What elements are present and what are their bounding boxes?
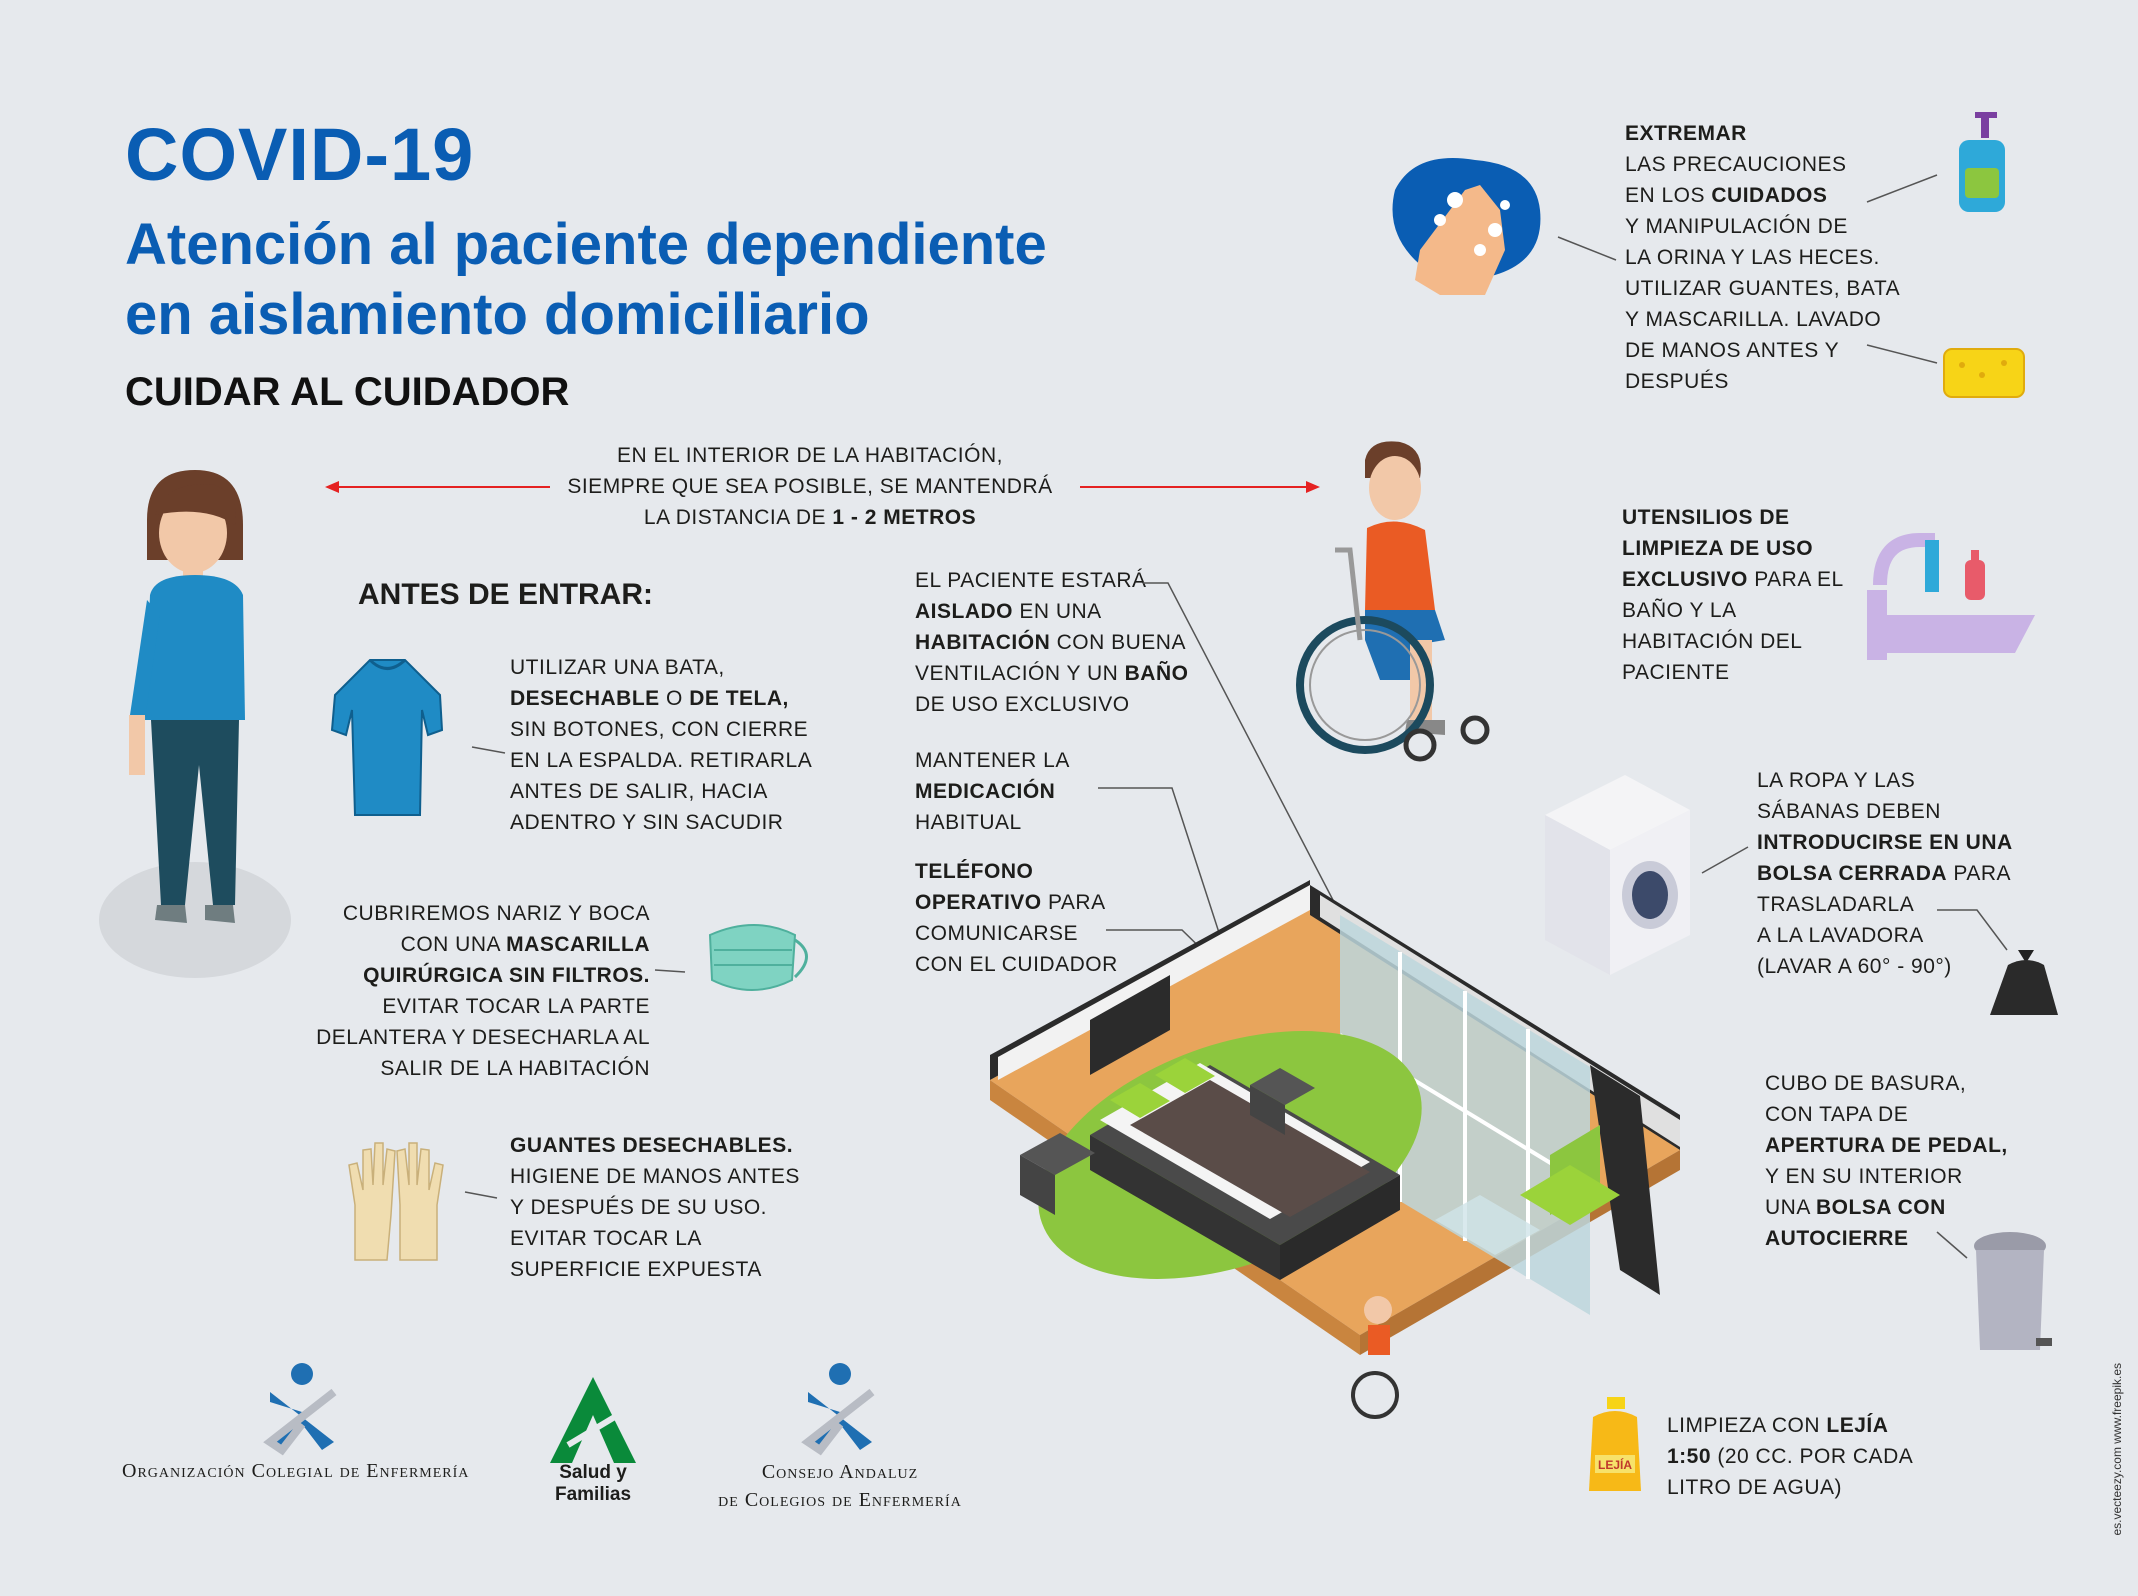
nursing-org-logo-icon — [262, 1362, 342, 1452]
section-title: CUIDAR AL CUIDADOR — [125, 370, 570, 414]
laundry-text: LA ROPA Y LAS SÁBANAS DEBEN INTRODUCIRSE EN UNA BOLSA CERRADA PARA TRASLADARLA A LA LAVADORA (LAVAR A 60° - 90°) — [1757, 769, 2013, 978]
trash-bin-text: CUBO DE BASURA, CON TAPA DE APERTURA DE PEDAL, Y EN SU INTERIOR UNA BOLSA CON AUTOCIERRE — [1765, 1072, 2008, 1250]
page-title: COVID-19 — [125, 113, 475, 196]
andalusian-council-logo-icon — [800, 1362, 880, 1452]
medication-text: MANTENER LA MEDICACIÓN HABITUAL — [915, 749, 1070, 834]
washing-machine-icon — [1540, 770, 1695, 980]
handwash-icon — [1385, 150, 1545, 305]
distance-note: EN EL INTERIOR DE LA HABITACIÓN, SIEMPRE QUE SEA POSIBLE, SE MANTENDRÁ LA DISTANCIA DE 1 - 2 METROS — [567, 444, 1053, 529]
gown-text: UTILIZAR UNA BATA, DESECHABLE O DE TELA, SIN BOTONES, CON CIERRE EN LA ESPALDA. RETIRARLA ANTES DE SALIR, HACIA ADENTRO Y SIN SACUDIR — [510, 656, 813, 834]
bleach-bottle-icon — [1585, 1395, 1645, 1495]
pedal-bin-icon — [1970, 1228, 2055, 1358]
patient-wheelchair-figure — [1295, 440, 1525, 780]
pointer-line — [1865, 343, 1940, 365]
phone-text: TELÉFONO OPERATIVO PARA COMUNICARSE CON EL CUIDADOR — [915, 860, 1118, 976]
nursing-org-name: Organización Colegial de Enfermería — [122, 1460, 470, 1482]
page-subtitle: Atención al paciente dependiente en aislamiento domiciliario — [125, 212, 1047, 347]
bleach-text: LIMPIEZA CON LEJÍA 1:50 (20 CC. POR CADA LITRO DE AGUA) — [1667, 1414, 1914, 1499]
pointer-line — [1935, 1230, 1970, 1260]
andalusian-council-name: Consejo Andaluz de Colegios de Enfermería — [718, 1461, 962, 1511]
cleaning-utensils-text: UTENSILIOS DE LIMPIEZA DE USO EXCLUSIVO PARA EL BAÑO Y LA HABITACIÓN DEL PACIENTE — [1622, 506, 1844, 684]
sink-icon — [1865, 535, 2040, 660]
garbage-bag-icon — [1988, 945, 2063, 1020]
soap-dispenser-icon — [1955, 110, 2010, 215]
image-credit: es.vecteezy.com www.freepik.es — [2110, 1363, 2124, 1536]
pointer-line — [1865, 170, 1940, 205]
gloves-text: GUANTES DESECHABLES. HIGIENE DE MANOS ANTES Y DESPUÉS DE SU USO. EVITAR TOCAR LA SUPERFICIE EXPUESTA — [510, 1134, 800, 1281]
sponge-icon — [1942, 345, 2027, 400]
antes-heading: ANTES DE ENTRAR: — [358, 578, 654, 611]
junta-andalucia-name: Salud y Familias — [554, 1462, 632, 1505]
bleach-label-text: LEJÍA — [1597, 1458, 1633, 1472]
patient-isolation-text: EL PACIENTE ESTARÁ AISLADO EN UNA HABITACIÓN CON BUENA VENTILACIÓN Y UN BAÑO DE USO EXCLUSIVO — [915, 569, 1189, 716]
pointer-line — [1558, 235, 1618, 265]
mask-text: CUBRIREMOS NARIZ Y BOCA CON UNA MASCARILLA QUIRÚRGICA SIN FILTROS. EVITAR TOCAR LA PARTE DELANTERA Y DESECHARLA AL SALIR DE LA HABITACIÓN — [316, 902, 650, 1080]
pointer-line — [1700, 845, 1750, 875]
precautions-text: EXTREMAR LAS PRECAUCIONES EN LOS CUIDADOS Y MANIPULACIÓN DE LA ORINA Y LAS HECES. UTILIZAR GUANTES, BATA Y MASCARILLA. LAVADO DE MANOS ANTES Y DESPUÉS — [1625, 122, 1901, 393]
junta-andalucia-logo-icon — [548, 1375, 638, 1465]
